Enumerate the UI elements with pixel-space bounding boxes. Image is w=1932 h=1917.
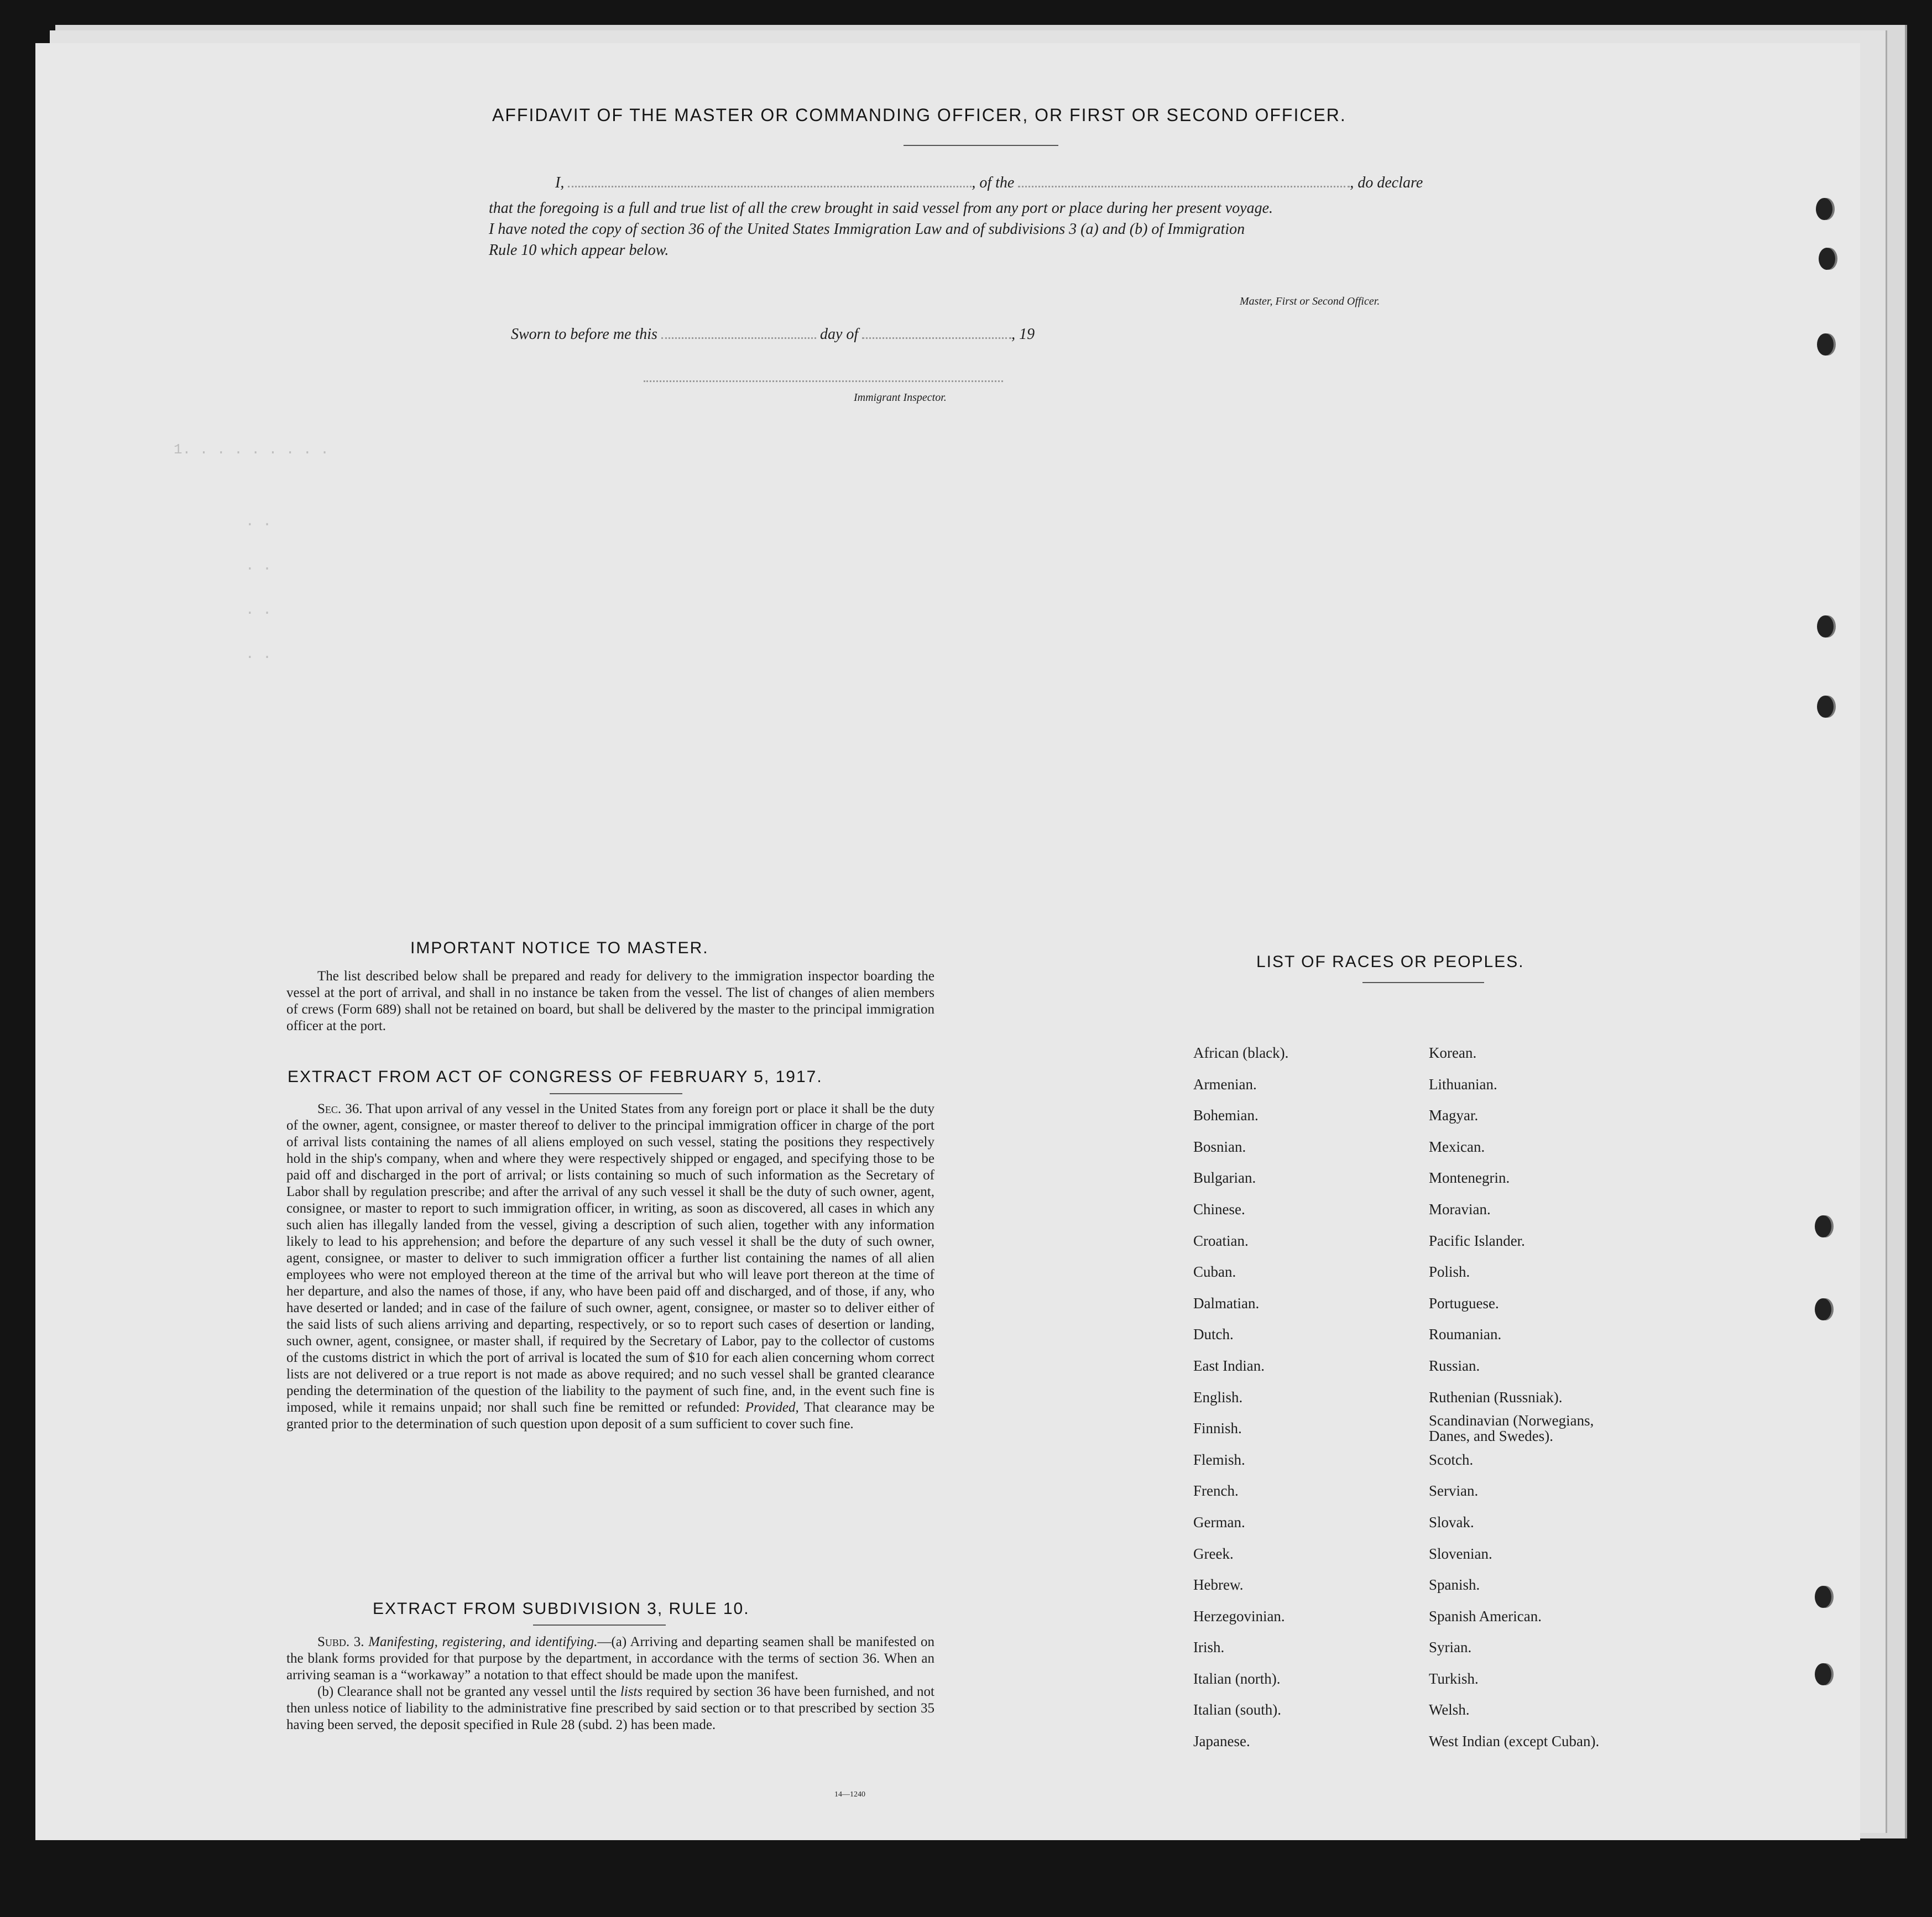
race-item: Irish.: [1193, 1639, 1225, 1656]
race-item: Dalmatian.: [1193, 1294, 1260, 1312]
race-item: Croatian.: [1193, 1232, 1249, 1249]
notice-title: IMPORTANT NOTICE TO MASTER.: [410, 939, 709, 957]
inspector-signature-label: Immigrant Inspector.: [854, 391, 947, 404]
inspector-fill-line: [644, 380, 1003, 382]
notice-body: The list described below shall be prepared and ready for delivery to the immigration inspector boarding the vessel at the port of arrival, and shall in no instance be taken from the vessel. The list of changes of alien members of crews (Form 689) shall not be retained on board, but shall be delivered by the master to the principal immigration officer at the port.: [286, 969, 934, 1033]
binder-hole-icon: [1819, 248, 1835, 270]
sec-label: Sec. 36.: [317, 1101, 363, 1116]
race-item: Lithuanian.: [1429, 1075, 1497, 1093]
race-item: Syrian.: [1429, 1639, 1472, 1656]
binder-hole-icon: [1816, 198, 1832, 220]
race-item: Scotch.: [1429, 1451, 1474, 1468]
affidavit-title: AFFIDAVIT OF THE MASTER OR COMMANDING OFFICER, OR FIRST OR SECOND OFFICER.: [492, 105, 1346, 125]
bleed-through-text: . .: [246, 513, 271, 530]
race-item: Pacific Islander.: [1429, 1232, 1525, 1249]
sec-tail: That clearance may be granted prior to the determination of such question upon deposit of a sum sufficient to cover such fine.: [286, 1400, 934, 1432]
race-item: West Indian (except Cuban).: [1429, 1733, 1600, 1750]
subd-para-b-rest: required by section 36 have been furnished, and not then unless notice of liability to the administrative fine prescribed by said section or to that prescribed by section 35 having been served, the deposit specified in Rule 28 (subd. 2) has been made.: [286, 1684, 935, 1732]
race-item: East Indian.: [1193, 1357, 1265, 1374]
form-code: 14—1240: [834, 1790, 865, 1799]
races-right-column: [1429, 1037, 1628, 1757]
race-item: Italian (north).: [1193, 1670, 1281, 1687]
subd-heading: Manifesting, registering, and identifying.: [368, 1634, 598, 1649]
subd-label: Subd. 3.: [317, 1634, 364, 1649]
bleed-through-text: 1. . . . . . . . .: [174, 441, 329, 458]
race-item: Herzegovinian.: [1193, 1607, 1285, 1625]
race-item: Cuban.: [1193, 1263, 1236, 1281]
race-item: Hebrew.: [1193, 1576, 1244, 1594]
race-item: Armenian.: [1193, 1075, 1257, 1093]
sworn-day-fill: [661, 326, 816, 339]
race-item: Montenegrin.: [1429, 1169, 1510, 1187]
race-item: Magyar.: [1429, 1107, 1479, 1124]
race-item: Bulgarian.: [1193, 1169, 1256, 1187]
races-rule: [1362, 982, 1484, 983]
bleed-through-text: . .: [246, 646, 271, 662]
sworn-line: [511, 325, 1528, 344]
sworn-month-fill: [862, 326, 1011, 339]
extract-act-title: EXTRACT FROM ACT OF CONGRESS OF FEBRUARY 5, 1917.: [288, 1068, 823, 1086]
race-item: English.: [1193, 1388, 1243, 1406]
title-rule: [904, 145, 1058, 146]
sec-body: That upon arrival of any vessel in the United States from any foreign port or place it shall be the duty of the owner, agent, consignee, or master thereof to deliver to the principal immigration officer in charge of the port of arrival lists containing the names of all aliens employed on such vessel, stating the positions they respectively hold in the ship's company, when and where they were respectively shipped or engaged, and specifying those to be paid off and discharged in the port of arrival; or lists containing so much of such information as the Secretary of Labor shall by regulation prescribe; and after the arrival of any such vessel it shall be the duty of such owner, agent, consignee, or master to report to such immigration officer, in writing, as soon as discovered, all cases in which any such alien has illegally landed from the vessel, giving a description of such alien, together with any information likely to lead to his apprehension; and before the departure of any such vessel it shall be the duty of such owner, agent, consignee, or master to deliver to such immigration officer a further list containing the names of all alien employees who were not employed thereon at the time of the arrival but who will leave port thereon at the time of her departure, and also the names of those, if any, who have been paid off and discharged, and of those, if any, who have deserted or landed; and in case of the failure of such owner, agent, consignee, or master so to deliver either of the said lists of such aliens arriving and departing, respectively, or so to report such cases of desertion or landing, such owner, agent, consignee, or master shall, if required by the Secretary of Labor, pay to the collector of customs of the customs district in which the port of arrival is located the sum of $10 for each alien concerning whom correct lists are not delivered or a true report is not made as above required; and no such vessel shall be granted clearance pending the determination of the question of the liability to the payment of such fine, and, in the event such fine is imposed, while it remains unpaid; nor shall such fine be remitted or refunded:: [286, 1101, 934, 1415]
provided-word: Provided,: [745, 1400, 799, 1415]
bleed-through-text: . .: [246, 557, 271, 574]
races-title: LIST OF RACES OR PEOPLES.: [1256, 953, 1524, 971]
race-item: Bohemian.: [1193, 1107, 1259, 1124]
race-item: Japanese.: [1193, 1733, 1250, 1750]
extract-rule-body: [286, 1634, 934, 1733]
race-item: Scandinavian (Norwegians, Danes, and Swedes).: [1429, 1412, 1594, 1445]
extract-act-rule: [550, 1093, 682, 1094]
race-item: Ruthenian (Russniak).: [1429, 1388, 1563, 1406]
race-item: Roumanian.: [1429, 1326, 1502, 1343]
affidavit-line-2: that the foregoing is a full and true list of all the crew brought in said vessel from any port or place during her present voyage.: [489, 200, 1273, 217]
year-text: , 19: [1011, 326, 1035, 343]
race-item: Polish.: [1429, 1263, 1470, 1281]
race-item: Turkish.: [1429, 1670, 1479, 1687]
race-item: Spanish.: [1429, 1576, 1480, 1594]
race-item: Mexican.: [1429, 1138, 1485, 1155]
race-item: Finnish.: [1193, 1420, 1242, 1437]
document-page: [35, 43, 1860, 1840]
race-item: French.: [1193, 1482, 1239, 1500]
binder-hole-icon: [1817, 333, 1834, 356]
race-item: Chinese.: [1193, 1200, 1245, 1218]
bleed-through-text: . .: [246, 602, 271, 618]
race-item: German.: [1193, 1513, 1245, 1531]
race-item: Portuguese.: [1429, 1294, 1499, 1312]
subd-para-b-lists: lists: [620, 1684, 643, 1699]
race-item: African (black).: [1193, 1044, 1289, 1061]
affidavit-line-1: [489, 174, 1506, 192]
race-item: Flemish.: [1193, 1451, 1245, 1468]
race-item: Slovak.: [1429, 1513, 1474, 1531]
sworn-text: Sworn to before me this: [511, 326, 657, 343]
race-item: Servian.: [1429, 1482, 1479, 1500]
binder-hole-icon: [1815, 1663, 1831, 1685]
day-of-text: day of: [819, 326, 859, 343]
vessel-fill-line: [1018, 175, 1350, 187]
race-item: Russian.: [1429, 1357, 1480, 1374]
master-signature-label: Master, First or Second Officer.: [1240, 295, 1380, 307]
binder-hole-icon: [1815, 1215, 1831, 1237]
race-item: Slovenian.: [1429, 1545, 1492, 1562]
race-item: Welsh.: [1429, 1701, 1470, 1718]
race-item: Italian (south).: [1193, 1701, 1281, 1718]
binder-hole-icon: [1815, 1298, 1831, 1320]
affidavit-i: I,: [555, 174, 565, 191]
extract-act-body: [286, 1101, 934, 1433]
race-item: Spanish American.: [1429, 1607, 1542, 1625]
race-item: Dutch.: [1193, 1326, 1234, 1343]
affidavit-line-3: I have noted the copy of section 36 of the United States Immigration Law and of subdivisions 3 (a) and (b) of Immigration: [489, 221, 1245, 238]
race-item: Moravian.: [1429, 1200, 1491, 1218]
binder-hole-icon: [1817, 615, 1834, 638]
extract-rule-title: EXTRACT FROM SUBDIVISION 3, RULE 10.: [373, 1600, 750, 1618]
race-item: Korean.: [1429, 1044, 1477, 1061]
races-left-column: [1193, 1037, 1288, 1757]
affidavit-line-4: Rule 10 which appear below.: [489, 242, 669, 259]
binder-hole-icon: [1817, 696, 1834, 718]
affidavit-of-the: , of the: [972, 174, 1015, 191]
race-item: Greek.: [1193, 1545, 1234, 1562]
subd-para-a: —(a) Arriving and departing seamen shall be manifested on the blank forms provided for that purpose by the department, in accordance with the terms of section 36. When an arriving seaman is a “workaway” a notation to that effect should be made upon the manifest.: [286, 1634, 934, 1683]
binder-hole-icon: [1815, 1586, 1831, 1608]
race-item: Bosnian.: [1193, 1138, 1246, 1155]
name-fill-line: [568, 175, 972, 187]
affidavit-declare: , do declare: [1350, 174, 1423, 191]
subd-para-b-start: (b) Clearance shall not be granted any vessel until the: [317, 1684, 617, 1699]
extract-rule-rule: [533, 1625, 666, 1626]
